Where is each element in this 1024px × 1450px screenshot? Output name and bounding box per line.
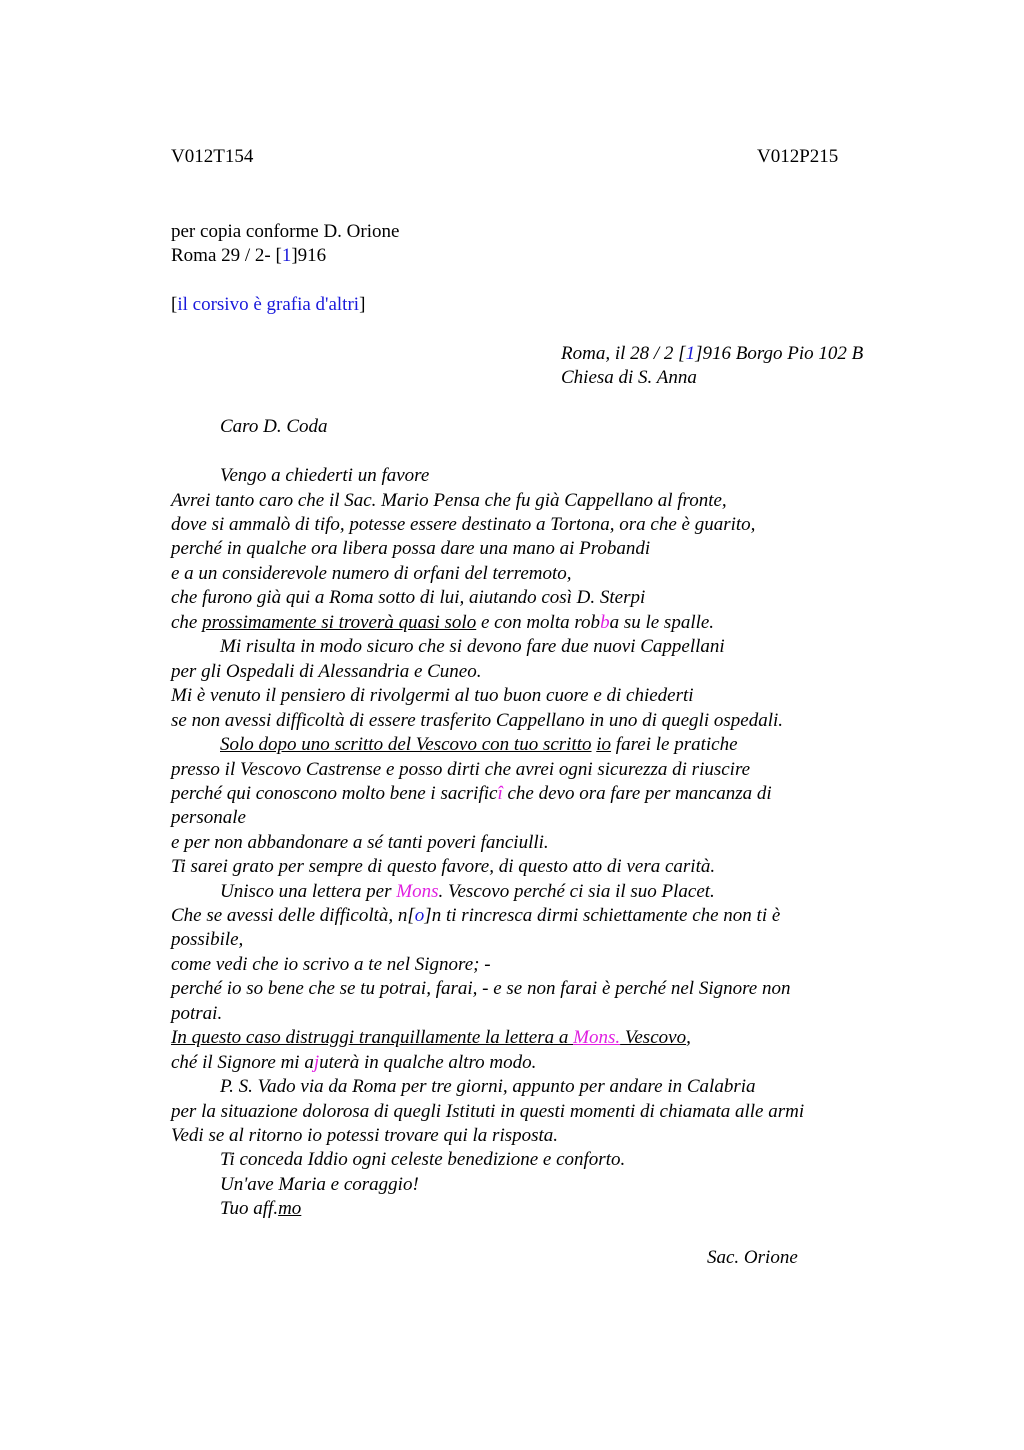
handwritten-correction: b [600, 612, 610, 633]
handwritten-correction: î [497, 783, 503, 804]
body-text: che devo ora fare per mancanza di [502, 783, 772, 804]
body-text: , [686, 1027, 691, 1048]
editor-insertion: o [414, 905, 425, 926]
body-text: . Vescovo perché ci sia il suo Placet. [438, 881, 715, 902]
body-line: che furono già qui a Roma sotto di lui, aiutando così D. Sterpi [171, 587, 646, 608]
body-line: se non avessi difficoltà di essere trasferito Cappellano in uno di quegli ospedali. [171, 710, 783, 731]
body-line: e per non abbandonare a sé tanti poveri fanciulli. [171, 832, 549, 853]
editor-note-text: il corsivo è grafia d'altri [177, 294, 360, 315]
body-line: Mi è venuto il pensiero di rivolgermi al tuo buon cuore e di chiederti [171, 685, 694, 706]
body-line: dove si ammalò di tifo, potesse essere destinato a Tortona, ora che è guarito, [171, 514, 756, 535]
body-line: e a un considerevole numero di orfani del terremoto, [171, 563, 572, 584]
body-line: Ti conceda Iddio ogni celeste benedizione e conforto. [220, 1149, 626, 1170]
dateline-place: Chiesa di S. Anna [561, 367, 697, 388]
body-line [171, 783, 772, 805]
body-line: presso il Vescovo Castrense e posso dirti che avrei ogni sicurezza di riuscire [171, 759, 751, 780]
body-line: Mi risulta in modo sicuro che si devono fare due nuovi Cappellani [220, 636, 725, 657]
body-line [220, 734, 738, 756]
body-text: Che se avessi delle difficoltà, n[ [171, 905, 415, 926]
underlined-text: io [596, 734, 612, 755]
underlined-text: Solo dopo uno scritto del Vescovo con tuo scritto [220, 734, 592, 755]
closing-line [220, 1198, 301, 1220]
document-code-left: V012T154 [171, 146, 254, 167]
dateline [561, 343, 863, 365]
handwritten-correction: Mons. [573, 1027, 621, 1048]
body-line [171, 1027, 691, 1049]
body-line [171, 905, 780, 927]
underlined-text: prossimamente si troverà quasi solo [202, 612, 477, 633]
body-line: Vengo a chiederti un favore [220, 465, 430, 486]
body-text: farei le pratiche [611, 734, 738, 755]
underlined-text: In questo caso distruggi tranquillamente la lettera a [171, 1027, 574, 1048]
body-text: ]n ti rincresca dirmi schiettamente che non ti è [424, 905, 781, 926]
underlined-text: mo [278, 1198, 302, 1219]
body-line: potrai. [171, 1003, 223, 1024]
handwritten-correction: j [313, 1052, 320, 1073]
copy-note-text: ]916 [291, 245, 327, 266]
editor-insertion: 1 [685, 343, 696, 364]
bracket: ] [359, 294, 366, 315]
handwritten-correction: Mons [396, 881, 439, 902]
body-text: perché qui conoscono molto bene i sacrific [171, 783, 498, 804]
body-line: perché io so bene che se tu potrai, farai, - e se non farai è perché nel Signore non [171, 978, 791, 999]
editor-note [171, 294, 365, 316]
body-line [171, 1052, 536, 1074]
body-line: perché in qualche ora libera possa dare una mano ai Probandi [171, 538, 651, 559]
body-text: che [171, 612, 203, 633]
bracket: [ [171, 294, 178, 315]
body-line: Avrei tanto caro che il Sac. Mario Pensa che fu già Cappellano al fronte, [171, 490, 727, 511]
body-line: Ti sarei grato per sempre di questo favore, di questo atto di vera carità. [171, 856, 716, 877]
body-line: P. S. Vado via da Roma per tre giorni, appunto per andare in Calabria [220, 1076, 756, 1097]
body-line [220, 881, 715, 903]
editor-insertion: 1 [281, 245, 292, 266]
copy-note-line1: per copia conforme D. Orione [171, 221, 400, 242]
body-line: come vedi che io scrivo a te nel Signore; - [171, 954, 491, 975]
body-line: Un'ave Maria e coraggio! [220, 1174, 419, 1195]
dateline-text: Roma, il 28 / 2 [ [561, 343, 686, 364]
body-line: per la situazione dolorosa di quegli Istituti in questi momenti di chiamata alle armi [171, 1101, 805, 1122]
dateline-text: ]916 Borgo Pio 102 B [695, 343, 864, 364]
body-line: personale [171, 807, 246, 828]
copy-note-line2 [171, 245, 326, 267]
signature: Sac. Orione [707, 1247, 798, 1268]
body-text: ché il Signore mi a [171, 1052, 314, 1073]
document-code-right: V012P215 [757, 146, 839, 167]
body-text: uterà in qualche altro modo. [319, 1052, 537, 1073]
body-text: Tuo aff. [220, 1198, 279, 1219]
body-line: per gli Ospedali di Alessandria e Cuneo. [171, 661, 482, 682]
salutation: Caro D. Coda [220, 416, 328, 437]
body-line [171, 612, 714, 634]
underlined-text: Vescovo [620, 1027, 687, 1048]
body-text: Unisco una lettera per [220, 881, 397, 902]
body-line: Vedi se al ritorno io potessi trovare qui la risposta. [171, 1125, 559, 1146]
body-line: possibile, [171, 929, 244, 950]
body-text: e con molta rob [476, 612, 601, 633]
body-text: a su le spalle. [609, 612, 715, 633]
copy-note-text: Roma 29 / 2- [ [171, 245, 282, 266]
